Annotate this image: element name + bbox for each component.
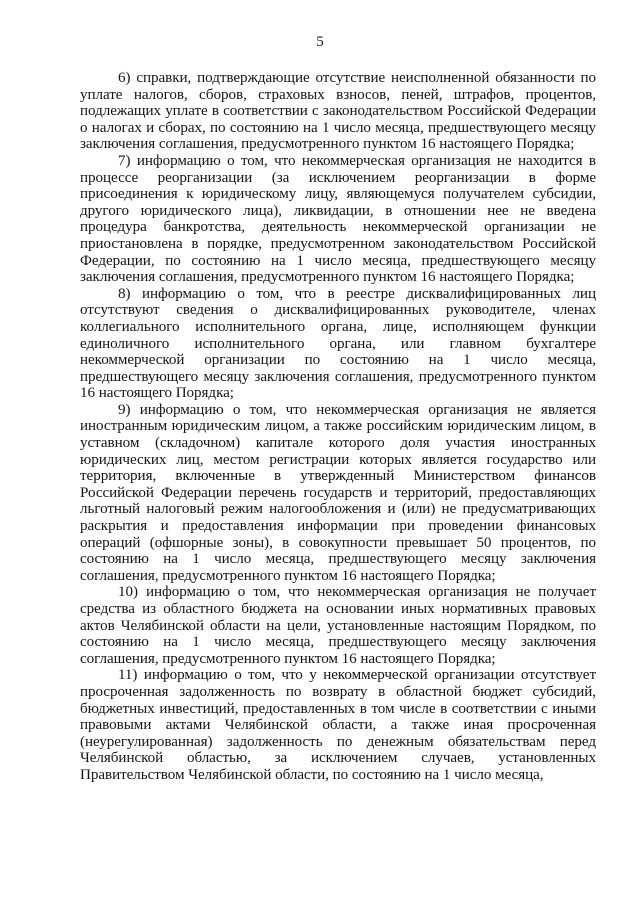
- paragraph-item-6: 6) справки, подтверждающие отсутствие неисполненной обязанности по уплате налогов, сборов, страховых взносов, пеней, штрафов, процентов, подлежащих уплате в соответствии с законодательством Российской Федерации о налогах и сборах, по состоянию на 1 число месяца, предшествующего месяцу заключения соглашения, предусмотренного пунктом 16 настоящего Порядка;: [80, 70, 596, 153]
- document-body: [80, 70, 596, 784]
- paragraph-item-10: 10) информацию о том, что некоммерческая организация не получает средства из областного бюджета на основании иных нормативных правовых актов Челябинской области на цели, установленные настоящим Порядком, по состоянию на 1 число месяца, предшествующего месяцу заключения соглашения, предусмотренного пунктом 16 настоящего Порядка;: [80, 584, 596, 667]
- paragraph-item-9: 9) информацию о том, что некоммерческая организация не является иностранным юридическим лицом, а также российским юридическим лицом, в уставном (складочном) капитале которого доля участия иностранных юридических лиц, местом регистрации которых является государство или территория, включенные в утвержденный Министерством финансов Российской Федерации перечень государств и территорий, предоставляющих льготный налоговый режим налогообложения и (или) не предусматривающих раскрытия и предоставления информации при проведении финансовых операций (офшорные зоны), в совокупности превышает 50 процентов, по состоянию на 1 число месяца, предшествующего месяцу заключения соглашения, предусмотренного пунктом 16 настоящего Порядка;: [80, 401, 596, 584]
- paragraph-item-8: 8) информацию о том, что в реестре дисквалифицированных лиц отсутствуют сведения о дисквалифицированных руководителе, членах коллегиального исполнительного органа, лице, исполняющем функции единоличного исполнительного органа, или главном бухгалтере некоммерческой организации по состоянию на 1 число месяца, предшествующего месяцу заключения соглашения, предусмотренного пунктом 16 настоящего Порядка;: [80, 285, 596, 402]
- page-number: 5: [316, 34, 324, 50]
- paragraph-item-7: 7) информацию о том, что некоммерческая организация не находится в процессе реорганизации (за исключением реорганизации в форме присоединения к юридическому лицу, являющемуся получателем субсидии, другого юридического лица), ликвидации, в отношении нее не введена процедура банкротства, деятельность некоммерческой организации не приостановлена в порядке, предусмотренном законодательством Российской Федерации, по состоянию на 1 число месяца, предшествующего месяцу заключения соглашения, предусмотренного пунктом 16 настоящего Порядка;: [80, 152, 596, 286]
- paragraph-item-11: 11) информацию о том, что у некоммерческой организации отсутствует просроченная задолженность по возврату в областной бюджет субсидий, бюджетных инвестиций, предоставленных в том числе в соответствии с иными правовыми актами Челябинской области, а также иная просроченная (неурегулированная) задолженность по денежным обязательствам перед Челябинской областью, за исключением случаев, установленных Правительством Челябинской области, по состоянию на 1 число месяца,: [80, 667, 596, 783]
